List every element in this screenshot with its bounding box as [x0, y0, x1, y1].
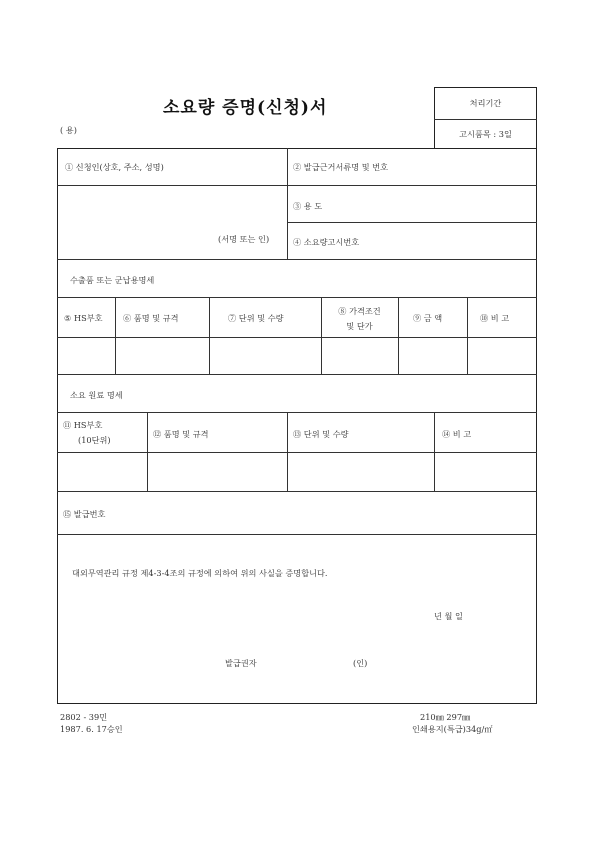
notice-item: 고시품목 : 3일 — [459, 129, 512, 139]
footer-form-number: 2802 - 39민 — [60, 712, 108, 722]
export-section-title: 수출품 또는 군납용명세 — [70, 275, 155, 285]
footer-paper-type: 인쇄용지(특급)34g/㎡ — [412, 724, 493, 734]
col-raw-unit-qty: ⑬ 단위 및 수량 — [293, 429, 349, 439]
col-raw-remarks: ⑭ 비 고 — [442, 429, 472, 439]
col-raw-hs-digits: (10단위) — [78, 435, 111, 445]
issuer-label: 발급권자 — [225, 658, 257, 668]
issue-number-label: ⑮ 발급번호 — [63, 509, 106, 519]
footer-approval: 1987. 6. 17승인 — [60, 724, 123, 734]
signature-label: (서명 또는 인) — [218, 234, 270, 244]
col-raw-hs-code: ⑪ HS부호 — [63, 420, 103, 430]
raw-section-title: 소요 원료 명세 — [70, 390, 123, 400]
footer-paper-size: 210㎜ 297㎜ — [420, 712, 471, 722]
col-raw-item-spec: ⑫ 품명 및 규격 — [153, 429, 209, 439]
col-price-terms: ⑧ 가격조건 — [338, 306, 381, 316]
processing-box — [434, 87, 537, 149]
certification-date: 년 월 일 — [434, 611, 463, 621]
page-title: 소요량 증명(신청)서 — [163, 98, 328, 118]
notice-number-label: ④ 소요량고시번호 — [293, 237, 360, 247]
applicant-label: ① 신청인(상호, 주소, 성명) — [65, 162, 164, 172]
form-frame — [57, 148, 537, 704]
col-unit-price: 및 단가 — [346, 321, 373, 331]
processing-period-label: 처리기간 — [469, 98, 502, 108]
issuer-seal: (인) — [353, 658, 368, 668]
col-unit-qty: ⑦ 단위 및 수량 — [228, 313, 284, 323]
purpose-label: ③ 용 도 — [293, 201, 323, 211]
col-remarks: ⑩ 비 고 — [480, 313, 510, 323]
col-hs-code: ⑤ HS부호 — [64, 313, 103, 323]
form-code: ( 용) — [60, 125, 77, 135]
issue-basis-label: ② 발급근거서류명 및 번호 — [293, 162, 389, 172]
certification-statement: 대외무역관리 규정 제4-3-4조의 규정에 의하여 위의 사실을 증명합니다. — [72, 568, 328, 578]
col-item-spec: ⑥ 품명 및 규격 — [123, 313, 179, 323]
col-amount: ⑨ 금 액 — [413, 313, 443, 323]
